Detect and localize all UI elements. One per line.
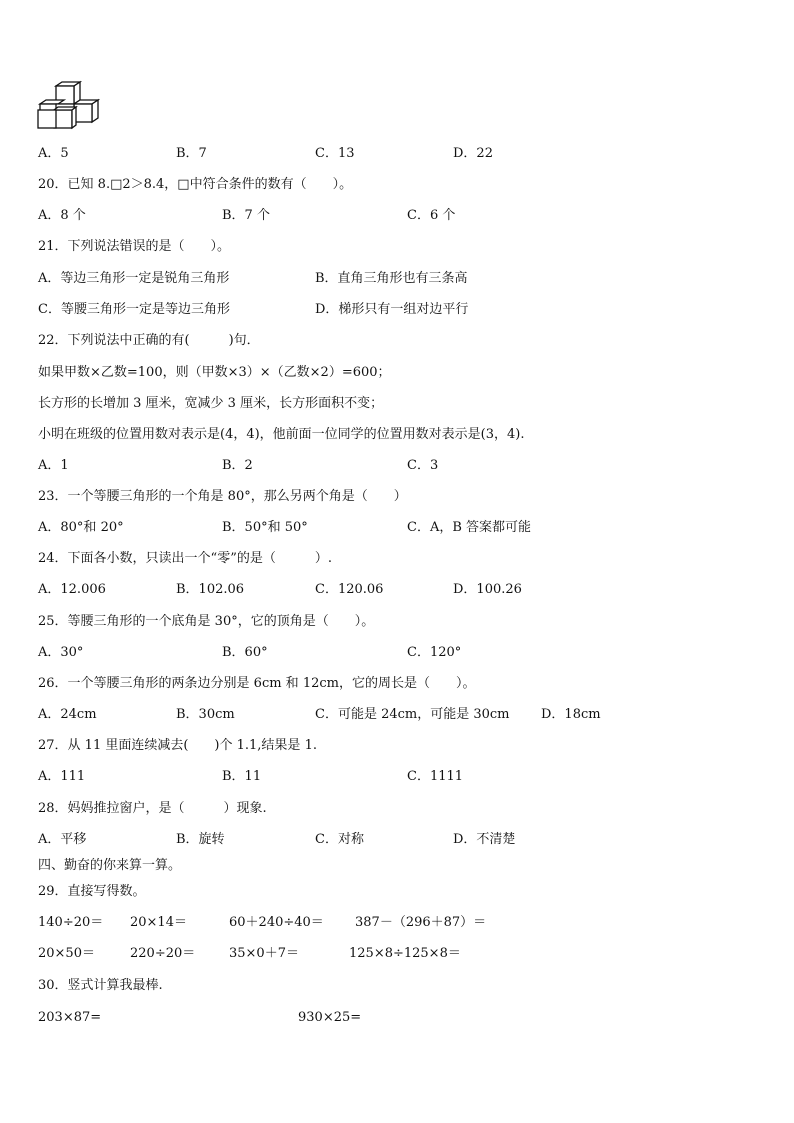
q24-option-d: D．100.26 [453, 582, 522, 597]
q22-statement-1: 如果甲数×乙数=100，则（甲数×3）×（乙数×2）=600； [38, 365, 391, 380]
q27-option-a: A．111 [38, 769, 86, 784]
q29-item-4: 387－（296＋87）＝ [355, 915, 487, 930]
q25-stem: 25．等腰三角形的一个底角是 30°，它的顶角是（ ）。 [38, 614, 375, 629]
q19-option-c: C．13 [315, 146, 355, 161]
q21-stem: 21．下列说法错误的是（ ）。 [38, 239, 231, 254]
q23-option-b: B．50°和 50° [222, 520, 308, 535]
q27-option-b: B．11 [222, 769, 262, 784]
q29-item-1: 140÷20＝ [38, 915, 104, 930]
q22-option-b: B．2 [222, 458, 253, 473]
q25-option-a: A．30° [38, 645, 84, 660]
q21-option-c: C．等腰三角形一定是等边三角形 [38, 302, 230, 317]
q29-item-8: 125×8÷125×8＝ [349, 946, 461, 961]
q19-option-b: B．7 [176, 146, 207, 161]
q22-stem: 22．下列说法中正确的有( )句． [38, 333, 260, 348]
q29-item-5: 20×50＝ [38, 946, 95, 961]
q24-stem: 24．下面各小数，只读出一个“零”的是（ ）. [38, 551, 332, 566]
q22-option-a: A．1 [38, 458, 69, 473]
q21-option-d: D．梯形只有一组对边平行 [315, 302, 469, 317]
q27-option-c: C．1111 [407, 769, 464, 784]
q29-item-3: 60＋240÷40＝ [229, 915, 324, 930]
q22-statement-3: 小明在班级的位置用数对表示是(4，4)，他前面一位同学的位置用数对表示是(3，4). [38, 427, 525, 442]
q23-option-a: A．80°和 20° [38, 520, 124, 535]
q29-stem: 29．直接写得数。 [38, 884, 146, 899]
q26-option-c: C．可能是 24cm，可能是 30cm [315, 707, 510, 722]
q21-option-b: B．直角三角形也有三条高 [315, 271, 468, 286]
q26-option-a: A．24cm [38, 707, 97, 722]
q20-option-c: C．6 个 [407, 208, 456, 223]
q24-option-a: A．12.006 [38, 582, 106, 597]
q24-option-c: C．120.06 [315, 582, 384, 597]
q24-option-b: B．102.06 [176, 582, 245, 597]
q29-item-6: 220÷20＝ [130, 946, 196, 961]
q23-option-c: C．A，B 答案都可能 [407, 520, 532, 535]
q28-option-c: C．对称 [315, 832, 364, 847]
q30-stem: 30．竖式计算我最棒. [38, 978, 163, 993]
q29-item-2: 20×14＝ [130, 915, 187, 930]
q22-statement-2: 长方形的长增加 3 厘米，宽减少 3 厘米，长方形面积不变； [38, 396, 384, 411]
q20-option-a: A．8 个 [38, 208, 86, 223]
q28-option-b: B．旋转 [176, 832, 225, 847]
q30-item-2: 930×25= [298, 1010, 362, 1025]
q30-item-1: 203×87= [38, 1010, 102, 1025]
q19-option-d: D．22 [453, 146, 493, 161]
q26-option-d: D．18cm [541, 707, 601, 722]
q25-option-c: C．120° [407, 645, 462, 660]
q20-stem: 20．已知 8.□2＞8.4，□中符合条件的数有（ ）。 [38, 177, 353, 192]
q22-option-c: C．3 [407, 458, 439, 473]
q28-option-d: D．不清楚 [453, 832, 516, 847]
q27-stem: 27．从 11 里面连续减去( )个 1.1,结果是 1. [38, 738, 317, 753]
q25-option-b: B．60° [222, 645, 268, 660]
q20-option-b: B．7 个 [222, 208, 270, 223]
section-4-heading: 四、勤奋的你来算一算。 [38, 858, 182, 873]
q26-stem: 26．一个等腰三角形的两条边分别是 6cm 和 12cm，它的周长是（ ）。 [38, 676, 476, 691]
q28-stem: 28．妈妈推拉窗户，是（ ）现象. [38, 801, 267, 816]
q28-option-a: A．平移 [38, 832, 87, 847]
q21-option-a: A．等边三角形一定是锐角三角形 [38, 271, 230, 286]
q29-item-7: 35×0＋7＝ [229, 946, 299, 961]
q23-stem: 23．一个等腰三角形的一个角是 80°，那么另两个角是（ ） [38, 489, 407, 504]
q26-option-b: B．30cm [176, 707, 235, 722]
cube-stack-figure [36, 80, 100, 130]
q19-option-a: A．5 [38, 146, 69, 161]
